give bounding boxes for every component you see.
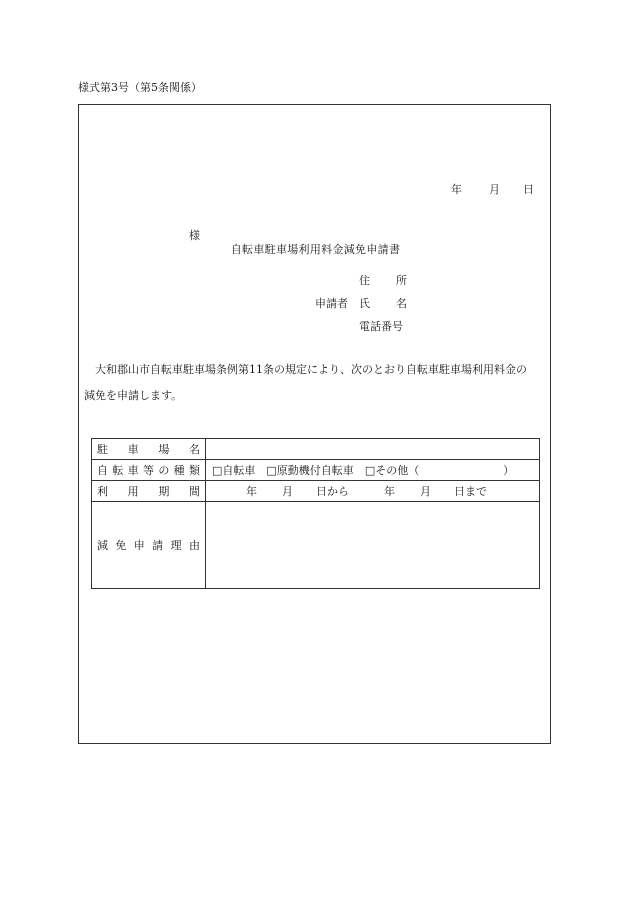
vehicle-type-field: [206, 460, 540, 481]
label-char: 自: [97, 464, 108, 477]
table-row: [92, 439, 540, 460]
phone-label: 電話番号: [359, 320, 403, 333]
label-char: 利: [97, 485, 108, 498]
label-char: 期: [158, 485, 170, 498]
name-label-a: 氏: [359, 297, 370, 310]
period-field[interactable]: [206, 481, 540, 502]
address-label-a: 住: [359, 274, 370, 287]
body-text: [84, 357, 554, 409]
label-char: 場: [158, 443, 170, 456]
table-row: [92, 481, 540, 502]
date-month: 月: [489, 183, 500, 196]
label-char: 種: [173, 464, 185, 477]
reason-label: [92, 502, 206, 589]
application-table: [91, 438, 540, 589]
label-char: 理: [170, 539, 182, 552]
body-line-2: 減免を申請します。: [84, 389, 183, 402]
label-char: 請: [152, 539, 164, 552]
label-char: 名: [188, 443, 200, 456]
label-char: 等: [142, 464, 154, 477]
other-close-paren: ）: [503, 464, 515, 477]
parking-name-field[interactable]: [206, 439, 540, 460]
table-row: [92, 460, 540, 481]
date-day: 日: [523, 183, 534, 196]
period-label: [92, 481, 206, 502]
form-frame: [78, 104, 551, 744]
label-char: 申: [133, 539, 145, 552]
label-char: 転: [112, 464, 124, 477]
label-char: 車: [127, 464, 139, 477]
label-char: 由: [188, 539, 200, 552]
period-year-from: 年: [246, 485, 257, 498]
label-char: 駐: [97, 443, 108, 456]
table-row: [92, 502, 540, 589]
name-label-b: 名: [396, 297, 407, 310]
form-code: 様式第3号（第5条関係）: [78, 81, 202, 94]
label-char: の: [158, 464, 170, 477]
applicant-label: 申請者: [315, 297, 348, 310]
label-char: 減: [97, 539, 108, 552]
addressee-suffix: 様: [189, 229, 200, 242]
period-year-to: 年: [384, 485, 395, 498]
period-day-to: 日まで: [454, 485, 487, 498]
checkbox-bicycle[interactable]: □自転車: [212, 464, 256, 477]
label-char: 用: [127, 485, 139, 498]
form-title: 自転車駐車場利用料金減免申請書: [230, 243, 401, 256]
label-char: 免: [115, 539, 127, 552]
checkbox-other[interactable]: □その他（: [364, 464, 420, 477]
date-line: [451, 181, 534, 197]
label-char: 車: [127, 443, 139, 456]
vehicle-type-label: [92, 460, 206, 481]
period-month-to: 月: [420, 485, 431, 498]
reason-field[interactable]: [206, 502, 540, 589]
label-char: 間: [188, 485, 200, 498]
period-month-from: 月: [282, 485, 293, 498]
checkbox-moped[interactable]: □原動機付自転車: [266, 464, 354, 477]
address-label-b: 所: [396, 274, 407, 287]
date-year: 年: [451, 183, 462, 196]
label-char: 類: [188, 464, 200, 477]
body-line-1: 大和郡山市自転車駐車場条例第11条の規定により、次のとおり自転車駐車場利用料金の: [95, 363, 527, 376]
parking-name-label: [92, 439, 206, 460]
period-day-from: 日から: [316, 485, 349, 498]
